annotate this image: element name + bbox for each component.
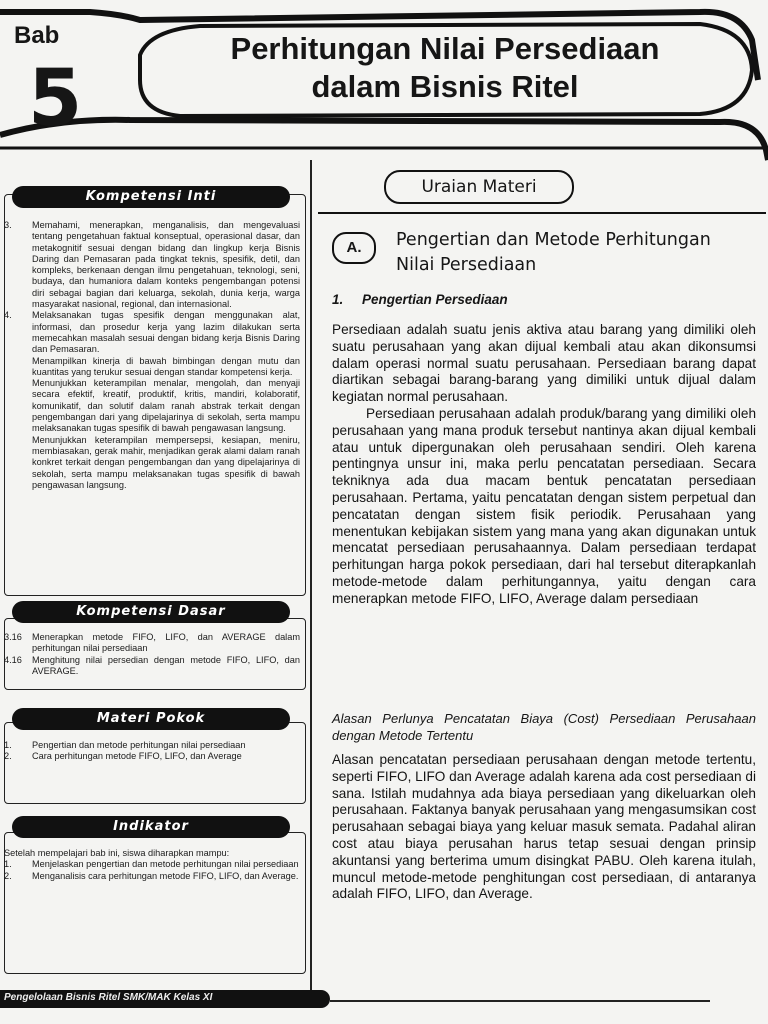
uraian-materi-label: Uraian Materi bbox=[384, 170, 574, 204]
section-title bbox=[396, 228, 766, 278]
list-item: 1. Menjelaskan pengertian dan metode perhitungan nilai persediaan bbox=[4, 859, 299, 870]
paragraph-3: Alasan pencatatan persediaan perusahaan dengan metode tertentu, seperti FIFO, LIFO dan Average adalah karena ada cost persediaan di sana. Istilah mudahnya ada biaya persediaan yang dikeluarkan oleh perusahaan. Faktanya banyak perusahaan yang mengasumsikan cost perusahaan sebagai biaya yang keluar masuk semata. Padahal aliran cost atau biaya perusahan harus tetap sesuai dengan prinsip akuntansi yang berterima umum disingkat PABU. Oleh karena itulah, muncul metode-metode penghitungan cost persediaan, di antaranya adalah FIFO, LIFO, dan Average. bbox=[332, 752, 756, 902]
chapter-label: Bab bbox=[14, 22, 60, 49]
indikator-intro: Setelah mempelajari bab ini, siswa diharapkan mampu: bbox=[4, 848, 230, 858]
subsection-text: Pengertian Persediaan bbox=[362, 292, 508, 307]
section-title-line-1: Pengertian dan Metode Perhitungan bbox=[396, 230, 711, 250]
column-divider bbox=[310, 160, 312, 1000]
materi-pokok-list bbox=[4, 740, 300, 763]
subsection-title bbox=[332, 292, 508, 307]
list-item: 2. Menganalisis cara perhitungan metode FIFO, LIFO, dan Average. bbox=[4, 870, 299, 881]
footer-text: Pengelolaan Bisnis Ritel SMK/MAK Kelas XI bbox=[4, 992, 213, 1003]
italic-subheading: Alasan Perlunya Pencatatan Biaya (Cost) Persediaan Perusahaan dengan Metode Tertentu bbox=[332, 711, 756, 743]
list-item: 1. Pengertian dan metode perhitungan nilai persediaan bbox=[4, 740, 246, 750]
indikator-list bbox=[4, 848, 300, 882]
footer-line bbox=[330, 1000, 710, 1002]
chapter-title-line-1: Perhitungan Nilai Persediaan bbox=[230, 31, 660, 66]
chapter-title bbox=[150, 30, 740, 106]
list-item: 4. Melaksanakan tugas spesifik dengan menggunakan alat, informasi, dan prosedur kerja yang lazim dilakukan serta memecahkan masalah sesuai dengan bidang kerja Bisnis Daring dan Pemasaran. bbox=[4, 310, 300, 355]
kompetensi-inti-list bbox=[4, 220, 300, 491]
body-paragraphs bbox=[332, 322, 756, 608]
list-item: 3. Memahami, menerapkan, menganalisis, dan mengevaluasi tentang pengetahuan faktual konseptual, operasional dasar, dan metakognitif sesuai dengan bidang dan lingkup kerja Bisnis Daring dan Pemasaran pada tingkat teknis, spesifik, detil, dan kompleks, berkenaan dengan ilmu pengetahuan, teknologi, seni, budaya, dan humaniora dalam konteks pengembangan potensi diri sebagai bagian dari keluarga, sekolah, dunia kerja, warga masyarakat nasional, regional, dan internasional. bbox=[4, 220, 300, 310]
list-item: Menunjukkan keterampilan mempersepsi, kesiapan, meniru, membiasakan, gerak mahir, menjadikan gerak alami dalam ranah konkret terkait dengan pengembangan dan yang dipelajarinya di sekolah, serta mampu melaksanakan tugas spesifik di bawah pengawasan langsung. bbox=[32, 434, 300, 490]
kompetensi-inti-heading: Kompetensi Inti bbox=[12, 186, 290, 208]
subsection-number: 1. bbox=[332, 292, 344, 307]
paragraph-2: Persediaan perusahaan adalah produk/barang yang dimiliki oleh perusahaan yang mana produk tersebut nantinya akan dijual kembali atau untuk dipergunakan oleh perusahaan sendiri. Oleh karena pentingnya unsur ini, maka perlu pencatatan persediaan. Secara tekniknya ada dua macam bentuk pencatatan persediaan perusahaan. Pertama, yaitu pencatatan dengan sistem perpetual dan pencatatan dengan sistem fisik periodik. Perusahaan yang menentukan kebijakan sistem yang mana yang akan digunakan untuk mencatat persediaan perusahaannya. Dalam persediaan terdapat perhitungan harga pokok persediaan, dari hal tersebut diterapkanlah metode-metode dalam perhitungannya, yaitu dengan cara menerapkan metode FIFO, LIFO, Average dalam persediaan bbox=[332, 405, 756, 606]
materi-pokok-heading: Materi Pokok bbox=[12, 708, 290, 730]
section-badge: A. bbox=[332, 232, 376, 264]
list-item: 3.16 Menerapkan metode FIFO, LIFO, dan AVERAGE dalam perhitungan nilai persediaan bbox=[4, 632, 300, 654]
section-title-line-2: Nilai Persediaan bbox=[396, 255, 537, 275]
body-paragraph-3 bbox=[332, 752, 756, 903]
list-item: 2. Cara perhitungan metode FIFO, LIFO, dan Average bbox=[4, 751, 242, 762]
kompetensi-dasar-list bbox=[4, 632, 300, 677]
paragraph-1: Persediaan adalah suatu jenis aktiva atau barang yang dimiliki oleh suatu perusahaan yang akan dijual kembali atau akan dikonsumsi dalam operasi normal suatu perusahaan. Persediaan barang dapat diartikan sebagai barang-barang yang dimiliki untuk dijual dalam kegiatan normal perusahaan. bbox=[332, 322, 756, 405]
section-rule bbox=[318, 212, 766, 214]
materi-pokok-box bbox=[4, 722, 306, 804]
list-item: Menampilkan kinerja di bawah bimbingan dengan mutu dan kuantitas yang terukur sesuai dengan standar kompetensi kerja. bbox=[32, 355, 300, 377]
indikator-heading: Indikator bbox=[12, 816, 290, 838]
list-item: Menunjukkan keterampilan menalar, mengolah, dan menyaji secara efektif, kreatif, produktif, kritis, mandiri, kolaboratif, komunikatif, dan solutif dalam ranah abstrak terkait dengan pengembangan dari yang dipelajarinya di sekolah, serta mampu melaksanakan tugas spesifik di bawah pengawasan langsung. bbox=[32, 378, 300, 434]
chapter-title-line-2: dalam Bisnis Ritel bbox=[311, 69, 579, 104]
chapter-number: 5 bbox=[28, 54, 83, 144]
list-item: 4.16 Menghitung nilai persedian dengan metode FIFO, LIFO, dan AVERAGE. bbox=[4, 654, 300, 676]
kompetensi-dasar-heading: Kompetensi Dasar bbox=[12, 601, 290, 623]
